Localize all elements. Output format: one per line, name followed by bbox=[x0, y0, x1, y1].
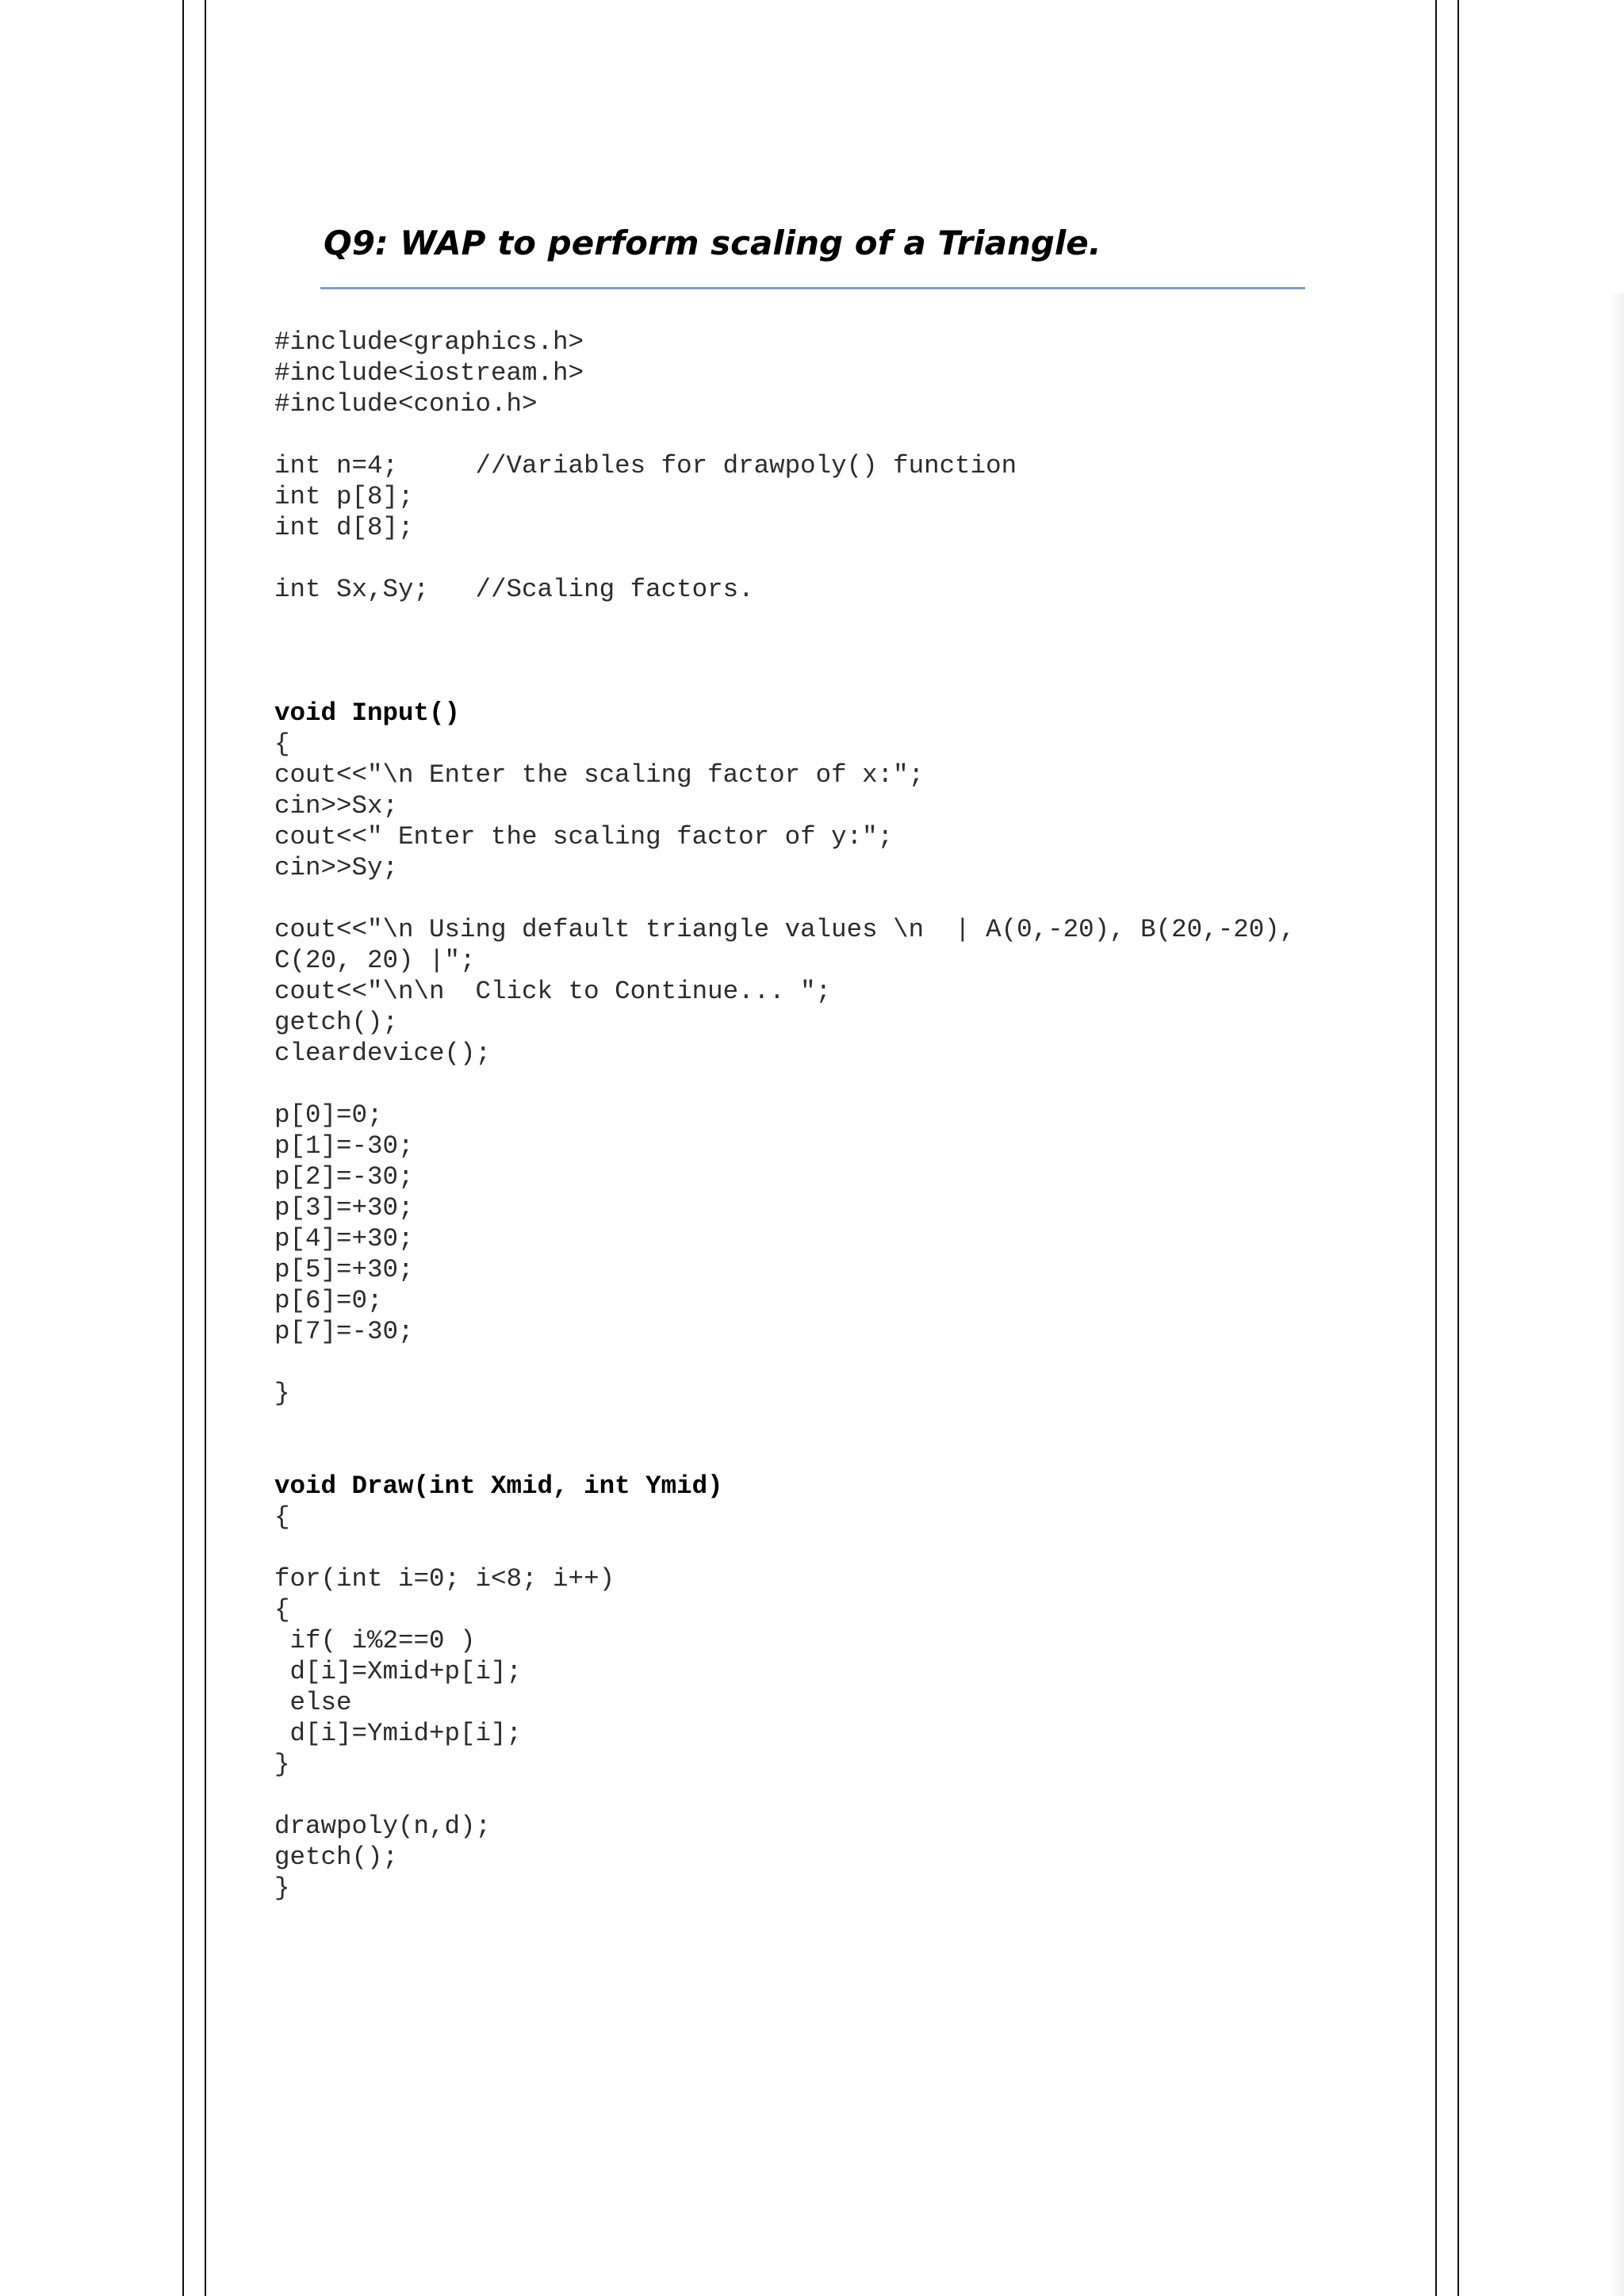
code-line: cout<<"\n\n Click to Continue... "; bbox=[274, 977, 832, 1006]
code-line: { bbox=[274, 1502, 290, 1532]
code-line bbox=[274, 1533, 1432, 1563]
code-line: getch(); bbox=[274, 1843, 399, 1872]
code-line: if( i%2==0 ) bbox=[274, 1626, 476, 1655]
code-line: int p[8]; bbox=[274, 482, 414, 511]
code-line: drawpoly(n,d); bbox=[274, 1812, 492, 1841]
code-line bbox=[274, 605, 1432, 636]
code-line: C(20, 20) |"; bbox=[274, 946, 476, 975]
function-signature-line: void Draw(int Xmid, int Ymid) bbox=[274, 1471, 723, 1501]
code-line: getch(); bbox=[274, 1008, 399, 1037]
code-line: int Sx,Sy; //Scaling factors. bbox=[274, 575, 754, 604]
code-line: cout<<"\n Using default triangle values \n | A(0,-20), B(20,-20), bbox=[274, 915, 1296, 944]
code-line bbox=[274, 883, 1432, 914]
code-line: } bbox=[274, 1379, 290, 1408]
code-line: cleardevice(); bbox=[274, 1039, 492, 1068]
code-line: cin>>Sx; bbox=[274, 791, 399, 821]
code-line: #include<conio.h> bbox=[274, 389, 538, 419]
code-line: for(int i=0; i<8; i++) bbox=[274, 1564, 615, 1594]
code-line: p[1]=-30; bbox=[274, 1131, 414, 1161]
code-line: p[5]=+30; bbox=[274, 1255, 414, 1284]
code-listing bbox=[274, 327, 1432, 1904]
code-line bbox=[274, 543, 1432, 574]
code-line: #include<graphics.h> bbox=[274, 327, 584, 357]
code-line: { bbox=[274, 1595, 290, 1624]
heading-underline bbox=[320, 287, 1305, 289]
adjacent-page-edge bbox=[1610, 293, 1624, 2296]
code-line: int d[8]; bbox=[274, 513, 414, 542]
code-line: d[i]=Ymid+p[i]; bbox=[274, 1719, 523, 1748]
page-border-outer-right bbox=[1457, 0, 1459, 2296]
code-line: p[7]=-30; bbox=[274, 1317, 414, 1346]
code-line: #include<iostream.h> bbox=[274, 358, 584, 388]
page-border-outer-left bbox=[182, 0, 184, 2296]
code-line: else bbox=[274, 1688, 352, 1717]
code-line bbox=[274, 1409, 1432, 1440]
code-line: p[6]=0; bbox=[274, 1286, 383, 1315]
code-line bbox=[274, 636, 1432, 667]
question-heading: Q9: WAP to perform scaling of a Triangle. bbox=[324, 224, 1101, 262]
page-border-inner-left bbox=[205, 0, 206, 2296]
code-line bbox=[274, 419, 1432, 450]
code-line: { bbox=[274, 729, 290, 759]
function-signature-line: void Input() bbox=[274, 698, 461, 728]
code-line bbox=[274, 1347, 1432, 1378]
code-line bbox=[274, 667, 1432, 698]
code-line bbox=[274, 1069, 1432, 1100]
code-line: } bbox=[274, 1873, 290, 1903]
code-line: p[0]=0; bbox=[274, 1100, 383, 1130]
code-line: p[4]=+30; bbox=[274, 1224, 414, 1253]
code-line bbox=[274, 1440, 1432, 1471]
code-line: cin>>Sy; bbox=[274, 853, 399, 882]
code-line: int n=4; //Variables for drawpoly() function bbox=[274, 451, 1017, 480]
code-line: } bbox=[274, 1750, 290, 1779]
code-line bbox=[274, 1780, 1432, 1811]
code-line: cout<<"\n Enter the scaling factor of x:"; bbox=[274, 760, 925, 790]
code-line: cout<<" Enter the scaling factor of y:"; bbox=[274, 822, 894, 851]
code-line: p[2]=-30; bbox=[274, 1162, 414, 1192]
code-line: p[3]=+30; bbox=[274, 1193, 414, 1223]
code-line: d[i]=Xmid+p[i]; bbox=[274, 1657, 523, 1686]
page-border-inner-right bbox=[1435, 0, 1437, 2296]
